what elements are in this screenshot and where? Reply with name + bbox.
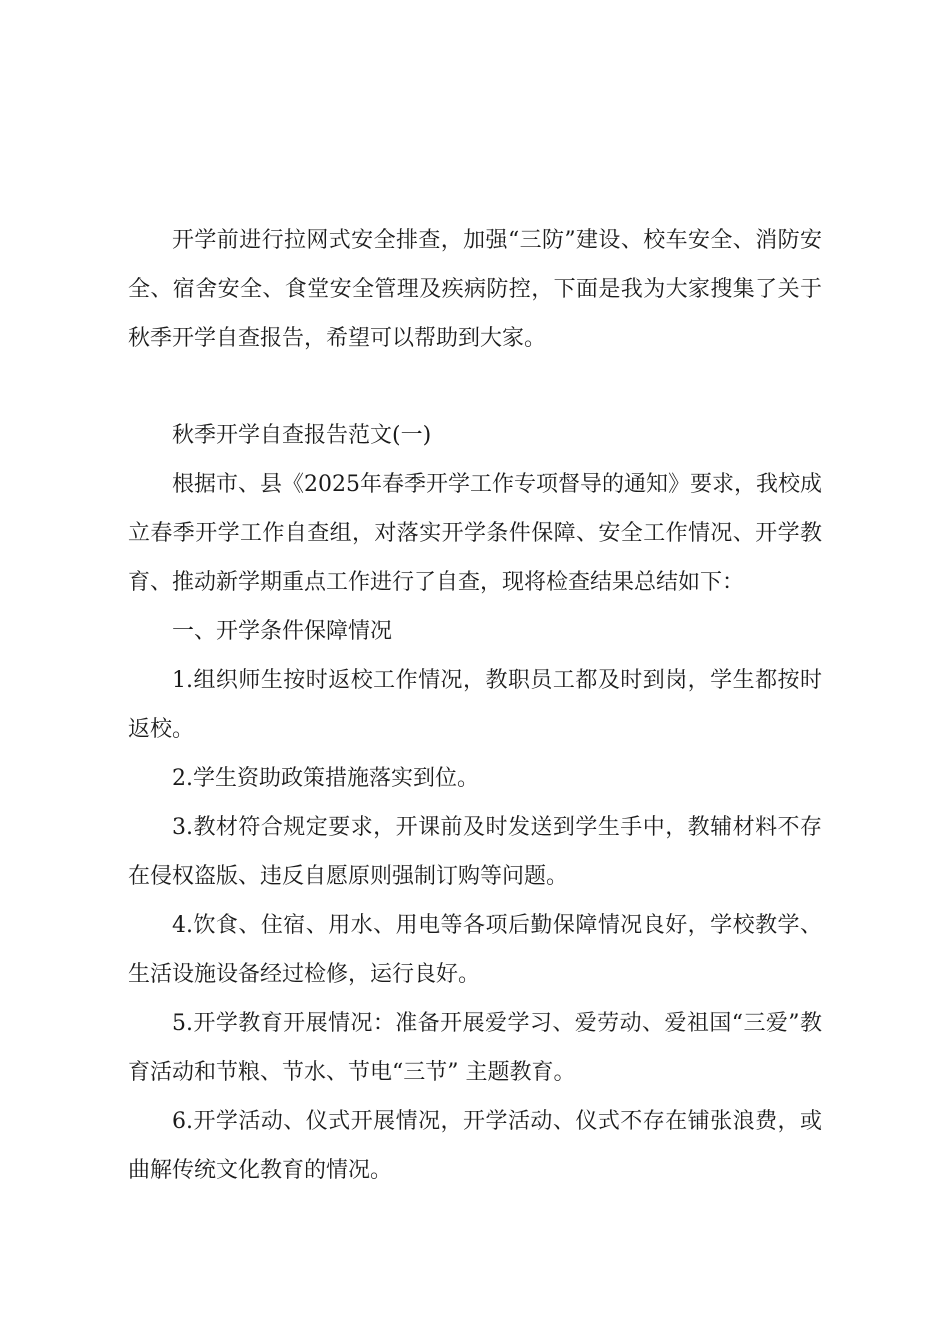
- opening-paragraph: 根据市、县《2025年春季开学工作专项督导的通知》要求，我校成立春季开学工作自查组，对落实开学条件保障、安全工作情况、开学教育、推动新学期重点工作进行了自查，现将检查结果总结如下：: [128, 472, 822, 595]
- list-item: 2.学生资助政策措施落实到位。: [172, 766, 479, 791]
- intro-paragraph: 开学前进行拉网式安全排查，加强“三防”建设、校车安全、消防安全、宿舍安全、食堂安全管理及疾病防控，下面是我为大家搜集了关于秋季开学自查报告，希望可以帮助到大家。: [128, 228, 822, 351]
- list-item: 4.饮食、住宿、用水、用电等各项后勤保障情况良好，学校教学、生活设施设备经过检修，运行良好。: [128, 913, 822, 987]
- heading-conditions: 一、开学条件保障情况: [172, 619, 393, 644]
- section-title: 秋季开学自查报告范文(一): [172, 423, 432, 448]
- list-item: 1.组织师生按时返校工作情况，教职员工都及时到岗，学生都按时返校。: [128, 668, 822, 742]
- document-body: [128, 216, 822, 1195]
- list-item: 3.教材符合规定要求，开课前及时发送到学生手中，教辅材料不存在侵权盗版、违反自愿原则强制订购等问题。: [128, 815, 822, 889]
- list-item: 5.开学教育开展情况：准备开展爱学习、爱劳动、爱祖国“三爱”教育活动和节粮、节水、节电“三节” 主题教育。: [128, 1011, 822, 1085]
- list-item: 6.开学活动、仪式开展情况，开学活动、仪式不存在铺张浪费，或曲解传统文化教育的情况。: [128, 1109, 822, 1183]
